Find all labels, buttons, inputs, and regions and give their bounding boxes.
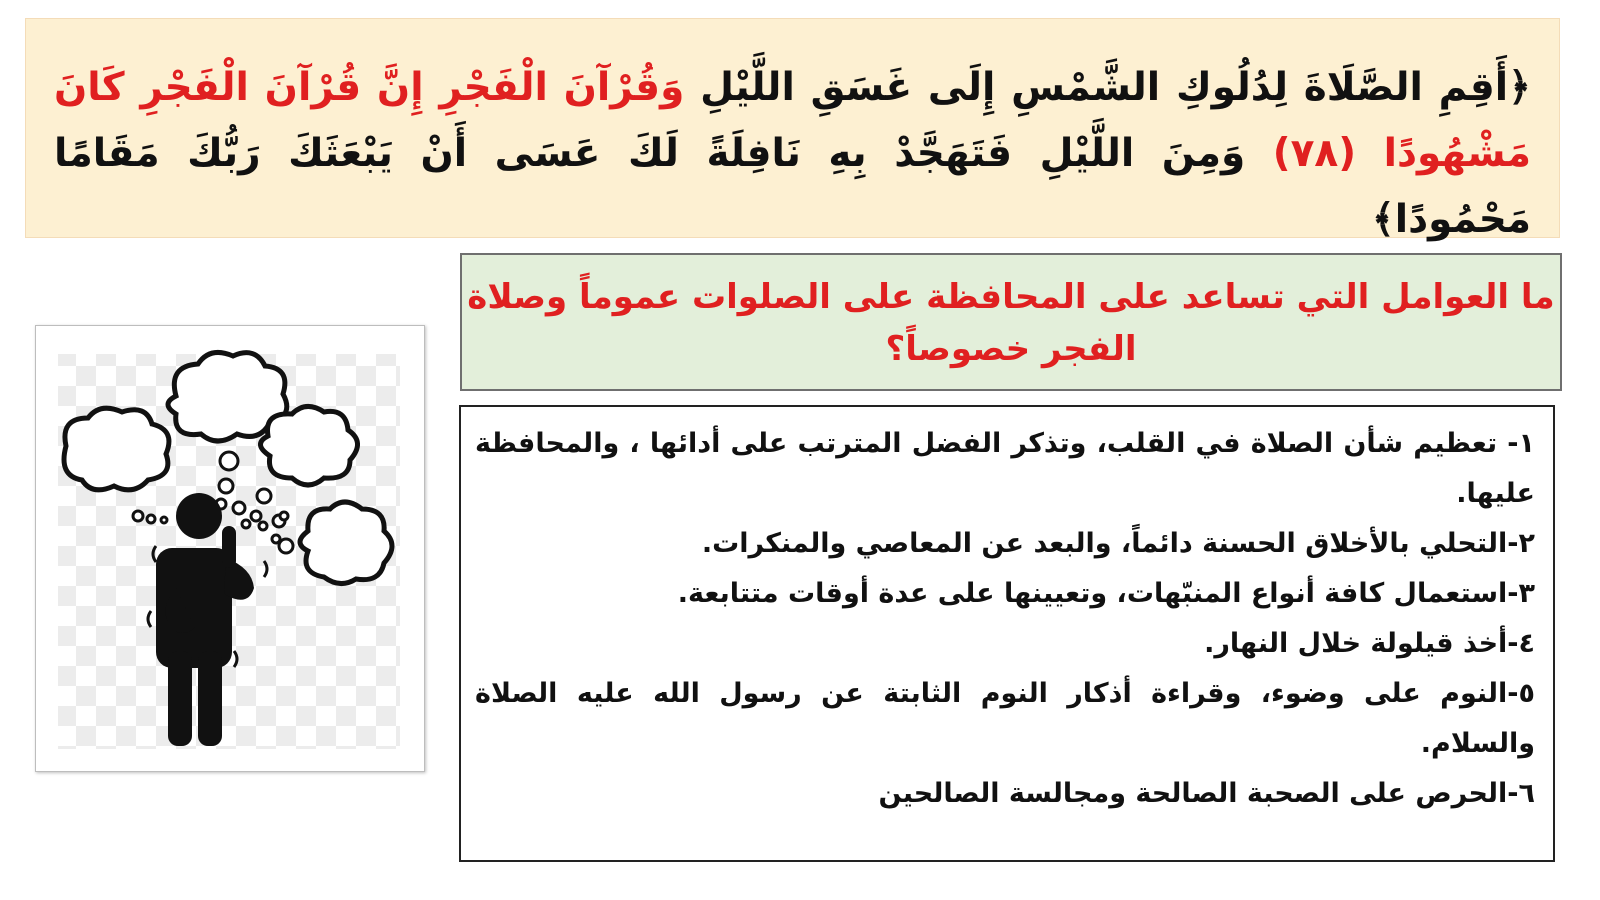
verse-part-1: ﴿أَقِمِ الصَّلَاةَ لِدُلُوكِ الشَّمْسِ إِلَى غَسَقِ اللَّيْلِ: [700, 65, 1531, 110]
list-item-4: ٤-أخذ قيلولة خلال النهار.: [1204, 628, 1535, 659]
factors-list: [459, 405, 1555, 862]
list-item-2: ٢-التحلي بالأخلاق الحسنة دائماً، والبعد عن المعاصي والمنكرات.: [701, 528, 1535, 559]
question-box: [460, 253, 1562, 391]
list-item-5: ٥-النوم على وضوء، وقراءة أذكار النوم الثابتة عن رسول الله عليه الصلاة والسلام.: [475, 678, 1535, 759]
verse-box: [25, 18, 1560, 242]
list-item-1: ١- تعظيم شأن الصلاة في القلب، وتذكر الفضل المترتب على أدائها ، والمحافظة عليها.: [475, 428, 1535, 509]
list-item-6: ٦-الحرص على الصحبة الصالحة ومجالسة الصالحين: [878, 778, 1535, 809]
thinking-person-image: [35, 325, 425, 772]
question-heading: ما العوامل التي تساعد على المحافظة على الصلوات عموماً وصلاة الفجر خصوصاً؟: [467, 277, 1555, 369]
thinking-person-icon: [36, 326, 424, 771]
verse-part-3: وَمِنَ اللَّيْلِ فَتَهَجَّدْ بِهِ نَافِلَةً لَكَ عَسَى أَنْ يَبْعَثَكَ رَبُّكَ مَقَامًا مَحْمُودًا﴾: [54, 131, 1531, 242]
quran-verse: [54, 55, 1531, 253]
verse-part-2-highlight: وَقُرْآنَ الْفَجْرِ إِنَّ قُرْآنَ الْفَجْرِ كَانَ مَشْهُودًا (٧٨): [54, 65, 1531, 176]
list-item-3: ٣-استعمال كافة أنواع المنبّهات، وتعيينها على عدة أوقات متتابعة.: [677, 578, 1535, 609]
